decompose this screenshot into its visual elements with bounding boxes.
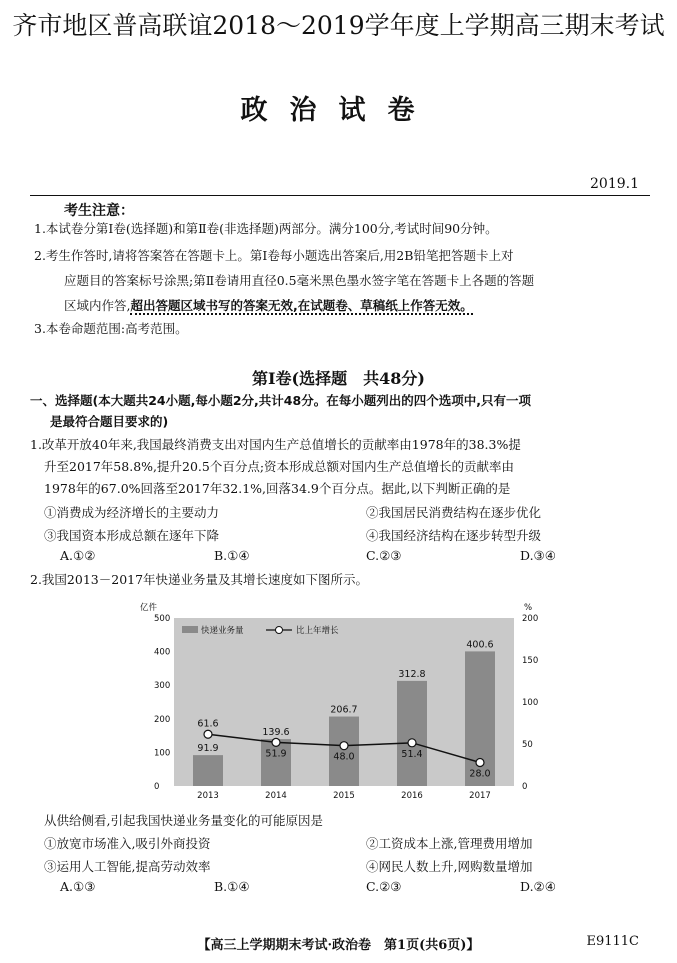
- y-axis-left-label: 亿件: [140, 603, 158, 613]
- x-tick-label: 2014: [265, 791, 287, 801]
- bar: [397, 681, 427, 786]
- y-tick-left: 300: [154, 681, 171, 692]
- q2-option-d: D.②④: [520, 879, 556, 894]
- growth-value-label: 51.9: [265, 748, 287, 760]
- notice-item-2: 2.考生作答时,请将答案答在答题卡上。第Ⅰ卷每小题选出答案后,用2B铅笔把答题卡上对: [34, 248, 514, 263]
- part1-title: 第Ⅰ卷(选择题 共48分): [252, 369, 425, 388]
- q2-stem: 2.我国2013－2017年快递业务量及其增长速度如下图所示。: [30, 572, 369, 587]
- growth-value-label: 48.0: [333, 751, 355, 763]
- q1-option-b: B.①④: [214, 548, 250, 563]
- growth-point: [408, 739, 416, 747]
- page-footer: 【高三上学期期末考试·政治卷 第1页(共6页)】: [197, 938, 480, 953]
- y-tick-right: 50: [522, 740, 533, 750]
- q1-statement-2: ②我国居民消费结构在逐步优化: [366, 505, 542, 520]
- q1-statement-4: ④我国经济结构在逐步转型升级: [366, 528, 542, 543]
- q2-statement-3: ③运用人工智能,提高劳动效率: [44, 859, 211, 874]
- legend-line-label: 比上年增长: [296, 626, 339, 636]
- bar-value-label: 400.6: [466, 639, 494, 651]
- y-tick-left: 500: [154, 614, 171, 624]
- x-tick-label: 2015: [333, 791, 355, 801]
- y-tick-left: 0: [154, 782, 160, 792]
- growth-value-label: 51.4: [401, 748, 423, 760]
- q2-statement-2: ②工资成本上涨,管理费用增加: [366, 836, 533, 851]
- notice-plain: 区域内作答,: [64, 298, 131, 313]
- notice-emphasis: 超出答题区域书写的答案无效,在试题卷、草稿纸上作答无效。: [130, 298, 473, 313]
- q2-option-b: B.①④: [214, 879, 250, 894]
- y-tick-right: 150: [522, 656, 539, 666]
- notice-item-3: 3.本卷命题范围:高考范围。: [34, 321, 188, 336]
- growth-value-label: 61.6: [197, 718, 219, 730]
- q2-after: 从供给侧看,引起我国快递业务量变化的可能原因是: [44, 813, 323, 828]
- y-tick-left: 400: [154, 647, 171, 658]
- q1-statement-1: ①消费成为经济增长的主要动力: [44, 505, 220, 520]
- section-line-2: 是最符合题目要求的): [50, 414, 169, 429]
- q2-option-c: C.②③: [366, 879, 402, 894]
- legend-bar-label: 快递业务量: [201, 626, 244, 636]
- growth-value-label: 28.0: [469, 768, 491, 780]
- notice-item-2-cont: 应题目的答案标号涂黑;第Ⅱ卷请用直径0.5毫米黑色墨水签字笔在答题卡上各题的答题: [64, 273, 535, 288]
- y-tick-left: 200: [154, 714, 171, 725]
- legend-bar-swatch: [182, 626, 198, 633]
- notice-item-1: 1.本试卷分第Ⅰ卷(选择题)和第Ⅱ卷(非选择题)两部分。满分100分,考试时间90分钟。: [34, 221, 498, 236]
- bar-value-label: 312.8: [398, 668, 426, 680]
- legend-line-marker: [276, 627, 283, 634]
- subject-title: 政治试卷: [240, 95, 437, 126]
- bar: [193, 755, 223, 786]
- q1-line-3: 1978年的67.0%回落至2017年32.1%,回落34.9个百分点。据此,以下判断正确的是: [44, 481, 511, 496]
- y-tick-right: 200: [522, 614, 539, 624]
- q1-option-d: D.③④: [520, 548, 556, 563]
- growth-point: [340, 742, 348, 750]
- express-chart: [134, 598, 544, 804]
- q2-statement-1: ①放宽市场准入,吸引外商投资: [44, 836, 211, 851]
- x-tick-label: 2016: [401, 791, 423, 801]
- y-tick-left: 100: [154, 748, 171, 759]
- bar-value-label: 91.9: [197, 743, 219, 755]
- section-line-1: 一、选择题(本大题共24小题,每小题2分,共计48分。在每小题列出的四个选项中,只有一项: [30, 393, 531, 408]
- growth-point: [204, 730, 212, 738]
- bar-value-label: 139.6: [262, 727, 290, 739]
- notice-heading: 考生注意：: [64, 203, 134, 219]
- express-chart-svg: [134, 598, 544, 804]
- y-axis-right-label: %: [524, 603, 533, 613]
- q1-line-2: 升至2017年58.8%,提升20.5个百分点;资本形成总额对国内生产总值增长的贡献率由: [44, 459, 515, 474]
- q1-option-a: A.①②: [60, 548, 96, 563]
- growth-point: [272, 738, 280, 746]
- x-tick-label: 2017: [469, 791, 491, 801]
- y-tick-right: 100: [522, 698, 539, 708]
- header-rule: [30, 195, 650, 196]
- x-tick-label: 2013: [197, 791, 219, 801]
- q1-line-1: 1.改革开放40年来,我国最终消费支出对国内生产总值增长的贡献率由1978年的38.3%提: [30, 437, 521, 452]
- q1-statement-3: ③我国资本形成总额在逐年下降: [44, 528, 220, 543]
- growth-point: [476, 758, 484, 766]
- paper-code: E9111C: [586, 934, 639, 949]
- y-tick-right: 0: [522, 782, 528, 792]
- q2-statement-4: ④网民人数上升,网购数量增加: [366, 859, 533, 874]
- exam-title: 齐市地区普高联谊2018～2019学年度上学期高三期末考试: [12, 11, 665, 40]
- q1-option-c: C.②③: [366, 548, 402, 563]
- exam-date: 2019.1: [590, 176, 639, 192]
- section-instructions: [30, 390, 660, 432]
- bar-value-label: 206.7: [330, 704, 358, 716]
- q2-option-a: A.①③: [60, 879, 96, 894]
